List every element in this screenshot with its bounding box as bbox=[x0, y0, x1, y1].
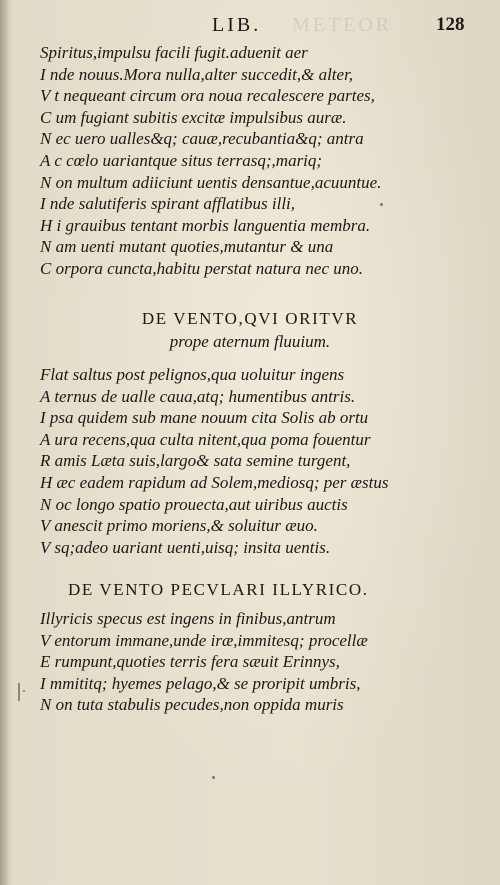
verse-line: N ec uero ualles&q; cauæ,recubantia&q; antra bbox=[40, 129, 364, 149]
verse-line: A ura recens,qua culta nitent,qua poma fouentur bbox=[40, 429, 371, 449]
section-heading-1: DE VENTO,QVI ORITVR bbox=[141, 309, 359, 328]
verse-line: I mmititq; hyemes pelago,& se proripit umbris, bbox=[40, 673, 361, 693]
verse-line: N am uenti mutant quoties,mutantur & una bbox=[40, 237, 334, 257]
page-number: 128 bbox=[436, 14, 465, 35]
verse-line: A c cœlo uariantque situs terrasq;,mariq; bbox=[40, 150, 323, 170]
verse-line: Flat saltus post pelignos,qua uoluitur ingens bbox=[40, 365, 345, 384]
section-subheading-1: prope aternum fluuium. bbox=[169, 332, 331, 351]
verse-line: A ternus de ualle caua,atq; humentibus antris. bbox=[40, 386, 356, 406]
margin-mark bbox=[18, 683, 20, 701]
verse-line: N on multum adiiciunt uentis densantue,acuuntue. bbox=[40, 172, 382, 192]
verse-line: V t nequeant circum ora noua recalescere partes, bbox=[40, 86, 375, 106]
ink-speck bbox=[380, 203, 383, 206]
verse-line: C um fugiant subitis excitæ impulsibus auræ. bbox=[40, 107, 347, 127]
verse-line: I nde salutiferis spirant afflatibus illi, bbox=[40, 194, 296, 214]
bleed-through-text: METEOR bbox=[292, 14, 393, 36]
verse-block-3 bbox=[40, 608, 368, 716]
verse-line: N oc longo spatio prouecta,aut uiribus auctis bbox=[40, 494, 348, 514]
verse-line: Illyricis specus est ingens in finibus,antrum bbox=[40, 609, 336, 628]
verse-line: V anescit primo moriens,& soluitur æuo. bbox=[40, 516, 318, 536]
running-head-title: LIB. bbox=[212, 14, 262, 36]
verse-line: Spiritus,impulsu facili fugit.aduenit aer bbox=[40, 43, 308, 62]
verse-line: V entorum immane,unde iræ,immitesq; procellæ bbox=[40, 630, 368, 650]
verse-line: N on tuta stabulis pecudes,non oppida muris bbox=[40, 695, 344, 715]
ink-speck bbox=[23, 690, 25, 692]
verse-line: R amis Læta suis,largo& sata semine turgent, bbox=[40, 451, 351, 471]
ink-speck bbox=[212, 776, 215, 779]
verse-line: H i grauibus tentant morbis languentia membra. bbox=[40, 215, 371, 235]
verse-line: I nde nouus.Mora nulla,alter succedit,& alter, bbox=[40, 64, 354, 84]
verse-line: C orpora cuncta,habitu perstat natura nec uno. bbox=[40, 258, 363, 278]
verse-block-2 bbox=[40, 364, 388, 558]
verse-line: H æc eadem rapidum ad Solem,mediosq; per æstus bbox=[40, 472, 389, 492]
verse-line: V sq;adeo uariant uenti,uisq; insita uentis. bbox=[40, 537, 331, 557]
section-heading-2: DE VENTO PECVLARI ILLYRICO. bbox=[68, 580, 369, 599]
verse-line: I psa quidem sub mane nouum cita Solis ab ortu bbox=[40, 408, 369, 428]
running-head bbox=[0, 14, 500, 40]
verse-block-1 bbox=[40, 42, 381, 280]
verse-line: E rumpunt,quoties terris fera sæuit Erinnys, bbox=[40, 652, 340, 672]
gutter-shadow bbox=[0, 0, 10, 885]
